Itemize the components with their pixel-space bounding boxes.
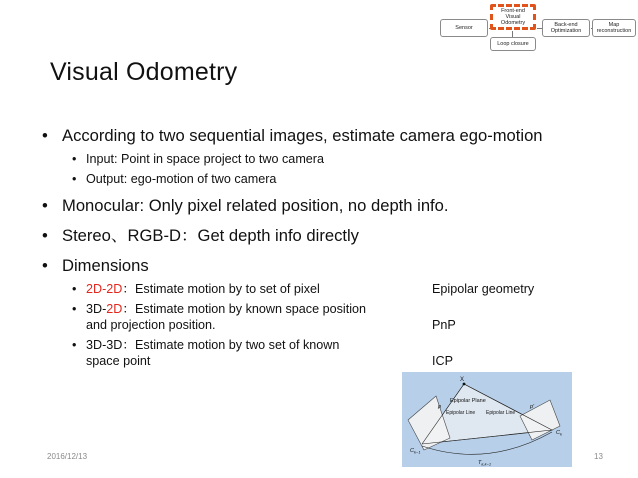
- dim-3d3d-method: ICP: [432, 354, 453, 368]
- label-line-right: Epipolar Line: [486, 410, 516, 416]
- page-title: Visual Odometry: [50, 58, 238, 86]
- bullet-dimensions: • Dimensions: [40, 255, 580, 277]
- sensor-box: [440, 19, 488, 37]
- bullet-ego-motion: • According to two sequential images, estimate camera ego-motion: [40, 125, 580, 147]
- bullet-list: [40, 125, 580, 373]
- epipolar-figure: [402, 372, 572, 467]
- backend-box: [542, 19, 590, 37]
- dim-3d3d-text2: space point: [86, 354, 151, 368]
- bullet-stereo: • Stereo、RGB-D：Get depth info directly: [40, 225, 580, 247]
- label-line-left: Epipolar Line: [446, 410, 476, 416]
- loop-label: Loop closure: [497, 41, 529, 47]
- dim-3d2d-text2: and projection position.: [86, 318, 216, 332]
- dim-3d2d-method: PnP: [432, 318, 456, 332]
- dim-3d3d: [40, 337, 580, 369]
- backend-label: Back-end Optimization: [550, 22, 582, 34]
- frontend-label: Front-end Visual Odometry: [500, 8, 526, 26]
- label-t: $T_{k,k-1}$: [478, 460, 492, 467]
- bullet-input: • Input: Point in space project to two camera: [40, 151, 580, 167]
- dim-2d2d-text: ：Estimate motion by to set of pixel: [122, 282, 320, 296]
- footer-date: 2016/12/13: [47, 452, 88, 461]
- label-p-right: p': [530, 404, 535, 410]
- dim-3d3d-text: ：Estimate motion by two set of known: [122, 338, 340, 352]
- dim-2d2d: [40, 281, 580, 297]
- loop-box: [490, 37, 536, 51]
- map-label: Map reconstruction: [596, 22, 632, 34]
- sensor-label: Sensor: [455, 25, 473, 31]
- label-plane: Epipolar Plane: [450, 398, 486, 404]
- page-number: 13: [594, 452, 603, 461]
- epipolar-svg: [402, 372, 572, 467]
- dim-3d2d-text: ：Estimate motion by known space position: [122, 302, 367, 316]
- dim-3d2d-label-a: 3D-: [86, 302, 107, 316]
- pipeline-diagram: [432, 4, 636, 52]
- dim-2d2d-method: Epipolar geometry: [432, 282, 535, 296]
- label-ck-prev: $C_{k-1}$: [410, 448, 421, 455]
- frontend-box: [490, 4, 536, 30]
- dim-3d2d-label-b: 2D: [106, 302, 123, 316]
- label-ck: $C_k$: [556, 430, 562, 437]
- bullet-monocular: • Monocular: Only pixel related position, no depth info.: [40, 195, 580, 217]
- label-p-left: p: [438, 404, 442, 410]
- map-box: [592, 19, 636, 37]
- image-plane-right: [520, 400, 560, 440]
- bullet-output: • Output: ego-motion of two camera: [40, 171, 580, 187]
- dim-2d2d-label: 2D-2D: [86, 282, 123, 296]
- dim-3d3d-label: 3D-3D: [86, 338, 123, 352]
- point-x: [463, 383, 466, 386]
- label-x: X: [460, 377, 465, 383]
- dim-3d2d: [40, 301, 580, 333]
